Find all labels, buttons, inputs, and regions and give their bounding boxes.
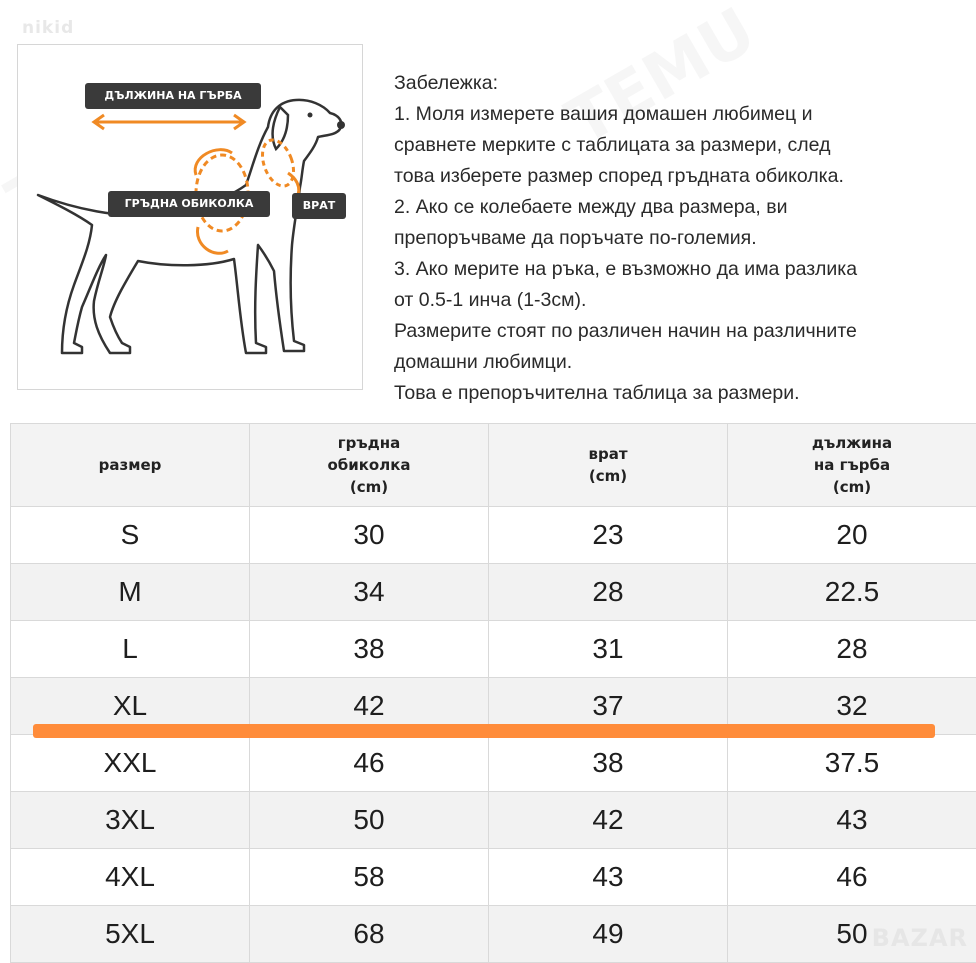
cell-neck: 38: [489, 735, 728, 792]
header-chest: гръдна обиколка (cm): [250, 424, 489, 507]
cell-back: 50: [728, 906, 976, 963]
cell-size: 4XL: [11, 849, 250, 906]
cell-size: XXL: [11, 735, 250, 792]
cell-size: XL: [11, 678, 250, 735]
note-line: 2. Ако се колебаете между два размера, ви: [394, 192, 974, 223]
size-chart-table: [10, 423, 976, 963]
table-row: [11, 507, 976, 564]
cell-back: 28: [728, 621, 976, 678]
table-row: [11, 621, 976, 678]
cell-back: 43: [728, 792, 976, 849]
cell-back: 22.5: [728, 564, 976, 621]
note-line: това изберете размер според гръдната обиколка.: [394, 161, 974, 192]
table-row: [11, 792, 976, 849]
cell-chest: 46: [250, 735, 489, 792]
cell-chest: 30: [250, 507, 489, 564]
watermark-bazar: BAZAR: [872, 924, 968, 952]
note-line: Размерите стоят по различен начин на различните: [394, 316, 974, 347]
cell-chest: 42: [250, 678, 489, 735]
cell-size: 3XL: [11, 792, 250, 849]
table-row: [11, 564, 976, 621]
cell-neck: 28: [489, 564, 728, 621]
note-line: 1. Моля измерете вашия домашен любимец и: [394, 99, 974, 130]
cell-neck: 49: [489, 906, 728, 963]
size-highlight-line: [33, 724, 935, 738]
cell-neck: 31: [489, 621, 728, 678]
note-line: 3. Ако мерите на ръка, е възможно да има разлика: [394, 254, 974, 285]
note-line: Това е препоръчителна таблица за размери.: [394, 378, 974, 409]
cell-neck: 23: [489, 507, 728, 564]
header-size: размер: [11, 424, 250, 507]
watermark-nikid: nikid: [22, 18, 74, 38]
cell-neck: 42: [489, 792, 728, 849]
note-line: домашни любимци.: [394, 347, 974, 378]
cell-back: 20: [728, 507, 976, 564]
table-row: [11, 906, 976, 963]
cell-size: M: [11, 564, 250, 621]
cell-chest: 38: [250, 621, 489, 678]
cell-size: 5XL: [11, 906, 250, 963]
table-header-row: [11, 424, 976, 507]
chest-girth-label: ГРЪДНА ОБИКОЛКА: [108, 191, 270, 217]
neck-label: ВРАТ: [292, 193, 346, 219]
cell-size: S: [11, 507, 250, 564]
cell-size: L: [11, 621, 250, 678]
note-line: Забележка:: [394, 68, 974, 99]
note-line: сравнете мерките с таблицата за размери, след: [394, 130, 974, 161]
cell-chest: 68: [250, 906, 489, 963]
cell-back: 46: [728, 849, 976, 906]
table-row: [11, 735, 976, 792]
measurement-notes: [394, 68, 974, 409]
dog-measurement-diagram: [17, 44, 363, 390]
cell-back: 32: [728, 678, 976, 735]
cell-back: 37.5: [728, 735, 976, 792]
cell-chest: 58: [250, 849, 489, 906]
cell-neck: 37: [489, 678, 728, 735]
cell-chest: 50: [250, 792, 489, 849]
header-back-length: дължина на гърба (cm): [728, 424, 976, 507]
note-line: от 0.5-1 инча (1-3см).: [394, 285, 974, 316]
table-row: [11, 849, 976, 906]
cell-chest: 34: [250, 564, 489, 621]
cell-neck: 43: [489, 849, 728, 906]
note-line: препоръчваме да поръчате по-големия.: [394, 223, 974, 254]
back-length-label: ДЪЛЖИНА НА ГЪРБА: [85, 83, 261, 109]
header-neck: врат (cm): [489, 424, 728, 507]
